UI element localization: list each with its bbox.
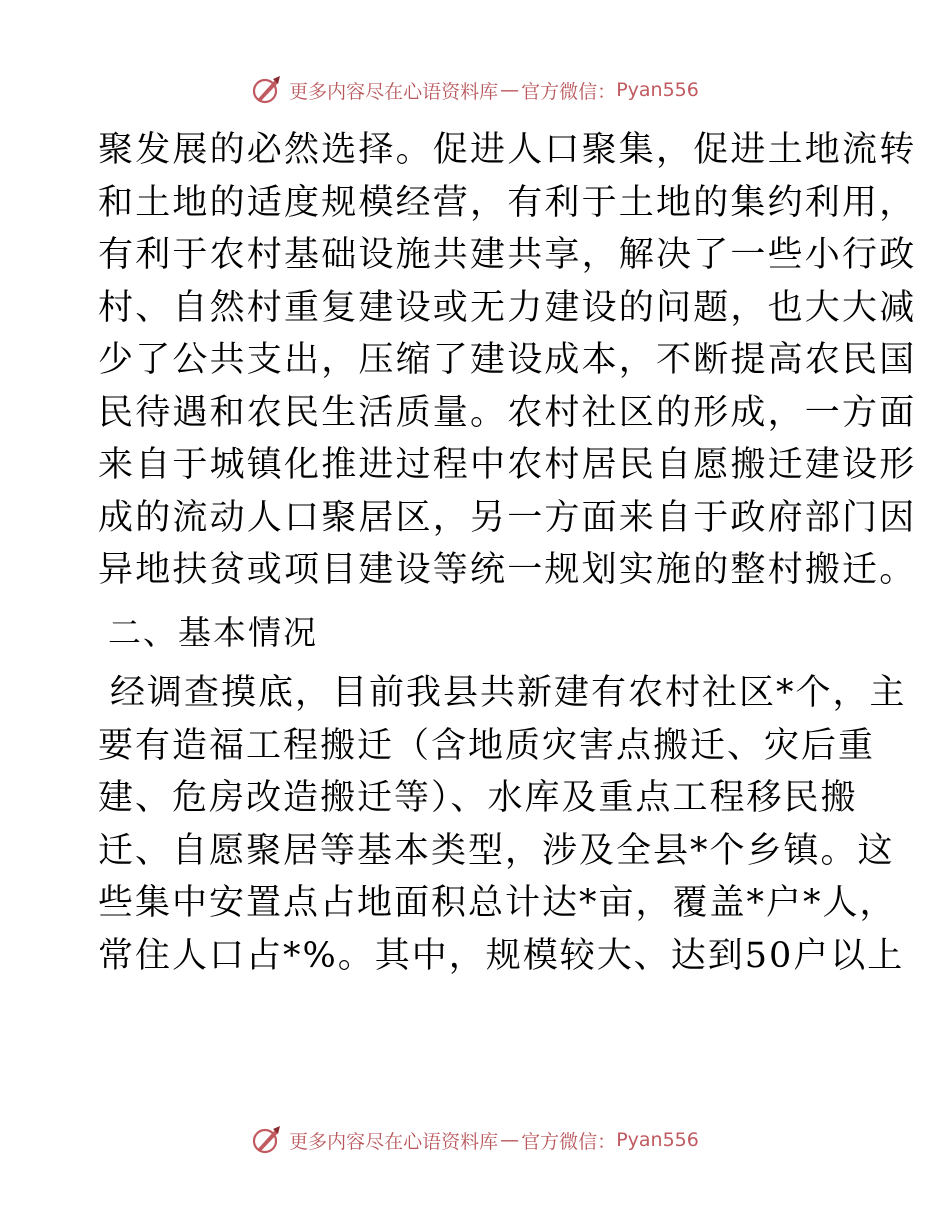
watermark-separator: —: [500, 1129, 520, 1151]
text-line: 些集中安置点占地面积总计达*亩，覆盖*户*人，: [98, 883, 897, 923]
watermark-separator: —: [500, 79, 520, 101]
text-line: 少了公共支出，压缩了建设成本，不断提高农民国: [98, 340, 917, 380]
text-line: 经调查摸底，目前我县共新建有农村社区*个，主: [110, 673, 907, 713]
watermark-id: Pyan556: [616, 79, 699, 101]
paragraph-2: [98, 667, 907, 982]
watermark-header: [0, 72, 950, 108]
text-line: 异地扶贫或项目建设等统一规划实施的整村搬迁。: [98, 550, 917, 590]
watermark-id: Pyan556: [616, 1129, 699, 1151]
watermark-label: 官方微信：: [521, 1130, 617, 1153]
text-line: 常住人口占*%。其中，规模较大、达到50户以上: [98, 935, 905, 976]
text-line: 迁、自愿聚居等基本类型，涉及全县*个乡镇。这: [98, 830, 895, 871]
text-line: 成的流动人口聚居区，另一方面来自于政府部门因: [98, 497, 917, 538]
text-line: 聚发展的必然选择。促进人口聚集，促进土地流转: [98, 130, 917, 170]
section-heading: 二、基本情况: [108, 612, 318, 652]
text-line: 要有造福工程搬迁（含地质灾害点搬迁、灾后重: [98, 725, 876, 766]
text-line: 民待遇和农民生活质量。农村社区的形成，一方面: [98, 392, 917, 433]
quill-pen-logo-icon: [251, 1124, 283, 1156]
document-body: [98, 124, 917, 982]
watermark-text: 更多内容尽在心语资料库: [289, 1130, 499, 1153]
text-line: 有利于农村基础设施共建共享，解决了一些小行政: [98, 235, 917, 275]
quill-pen-logo-icon: [251, 74, 283, 106]
text-line: 和土地的适度规模经营，有利于土地的集约利用，: [98, 182, 917, 223]
watermark-text: 更多内容尽在心语资料库: [289, 80, 499, 103]
text-line: 建、危房改造搬迁等）、水库及重点工程移民搬: [98, 778, 858, 818]
text-line: 村、自然村重复建设或无力建设的问题，也大大减: [98, 287, 917, 328]
text-line: 来自于城镇化推进过程中农村居民自愿搬迁建设形: [98, 445, 917, 485]
watermark-label: 官方微信：: [521, 80, 617, 103]
watermark-footer: [0, 1122, 950, 1158]
paragraph-1: [98, 124, 917, 597]
